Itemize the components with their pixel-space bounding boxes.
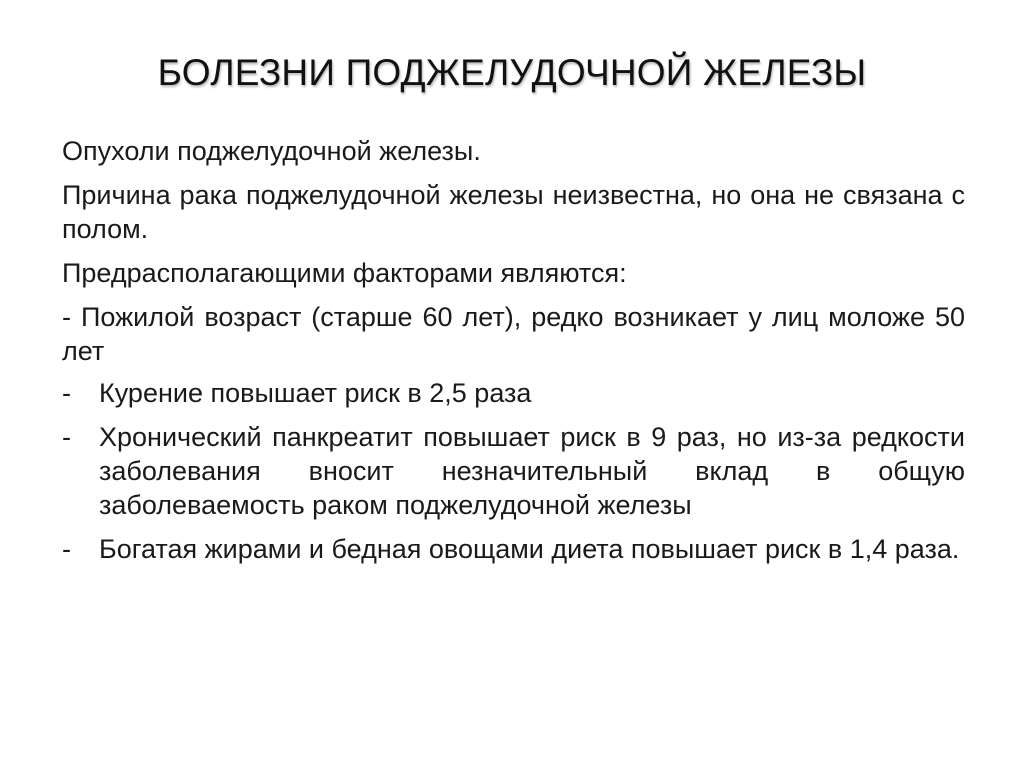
bullet-dash: -	[62, 378, 71, 408]
slide-title: БОЛЕЗНИ ПОДЖЕЛУДОЧНОЙ ЖЕЛЕЗЫ	[157, 52, 867, 93]
bullet-text: Курение повышает риск в 2,5 раза	[99, 378, 532, 408]
risk-factor-list	[62, 376, 965, 566]
bullet-text: Богатая жирами и бедная овощами диета повышает риск в 1,4 раза.	[99, 534, 960, 564]
list-item-smoking	[62, 376, 965, 410]
list-item-diet	[62, 532, 965, 566]
bullet-dash: -	[62, 422, 71, 452]
bullet-dash: -	[62, 534, 71, 564]
paragraph-cause: Причина рака поджелудочной железы неизвестна, но она не связана с полом.	[62, 180, 965, 244]
bullet-text: Хронический панкреатит повышает риск в 9 раз, но из-за редкости заболевания вносит незначительный вклад в общую заболеваемость раком поджелудочной железы	[99, 422, 965, 520]
paragraph-factors-intro: Предрасполагающими факторами являются:	[62, 258, 627, 288]
slide-body	[62, 134, 965, 576]
paragraph-tumors: Опухоли поджелудочной железы.	[62, 136, 481, 166]
list-item-pancreatitis	[62, 420, 965, 522]
paragraph-age-factor: - Пожилой возраст (старше 60 лет), редко возникает у лиц моложе 50 лет	[62, 302, 965, 366]
